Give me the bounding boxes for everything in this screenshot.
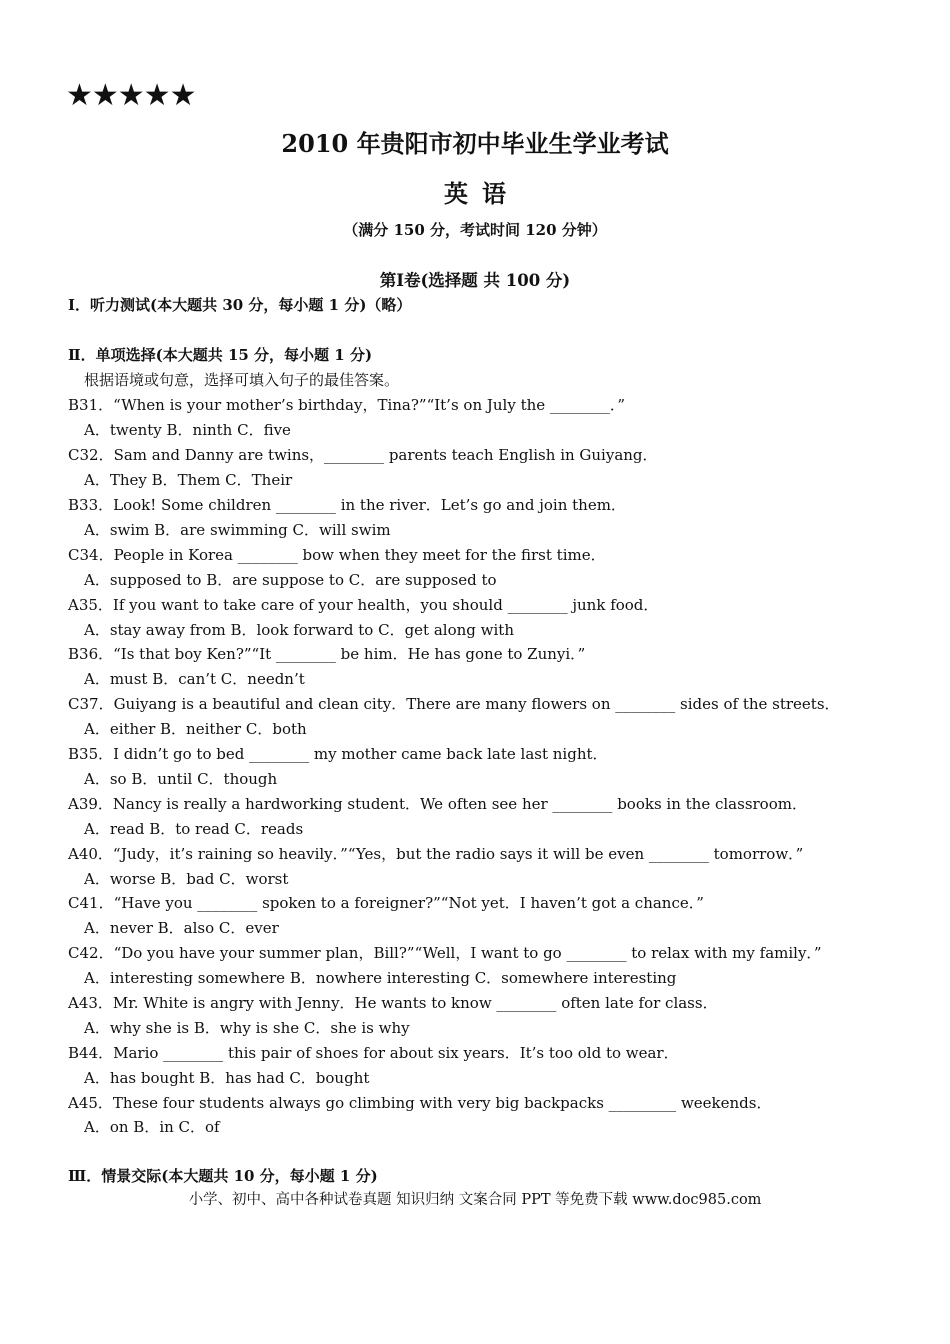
question-options: A．worse B．bad C．worst [84, 870, 289, 888]
question-stem: A39．Nancy is really a hardworking student．We often see her ________ books in the classroom． [68, 795, 807, 813]
question-options: A．interesting somewhere B．nowhere interesting C．somewhere interesting [84, 969, 677, 987]
question-options: A．must B．can’t C．needn’t [84, 670, 305, 688]
question-options: A．on B．in C．of [84, 1118, 220, 1136]
question-options: A．stay away from B．look forward to C．get along with [84, 621, 514, 639]
score-time-note: （满分 150 分，考试时间 120 分钟） [343, 221, 607, 239]
question-stem: C41．“Have you ________ spoken to a foreigner?”“Not yet．I haven’t got a chance．” [68, 894, 704, 912]
question-stem: C37．Guiyang is a beautiful and clean city．There are many flowers on ________ sides of the streets． [68, 695, 840, 713]
question-stem: A35．If you want to take care of your health，you should ________ junk food． [68, 596, 659, 614]
part-heading: 第Ⅰ卷(选择题 共 100 分) [379, 271, 571, 290]
section-2-instruction: 根据语境或句意，选择可填入句子的最佳答案。 [84, 371, 400, 389]
question-stem: B31．“When is your mother’s birthday，Tina?”“It’s on July the ________．” [68, 396, 626, 414]
question-stem: C42．“Do you have your summer plan，Bill?”“Well，I want to go ________ to relax with my family．” [68, 944, 822, 962]
exam-title: 2010 年贵阳市初中毕业生学业考试 [281, 129, 669, 158]
section-3-heading: Ⅲ．情景交际(本大题共 10 分，每小题 1 分) [68, 1167, 378, 1185]
footer-note: 小学、初中、高中各种试卷真题 知识归纳 文案合同 PPT 等免费下载 www.doc985.com [188, 1192, 762, 1208]
question-stem: A40．“Judy，it’s raining so heavily．”“Yes，but the radio says it will be even ________ tomorrow．” [68, 845, 804, 863]
question-options: A．swim B．are swimming C．will swim [84, 521, 391, 539]
question-stem: B36．“Is that boy Ken?”“It ________ be him．He has gone to Zunyi．” [68, 645, 586, 663]
section-1-heading: Ⅰ．听力测试(本大题共 30 分，每小题 1 分)（略） [68, 296, 412, 314]
question-stem: C34．People in Korea ________ bow when they meet for the first time． [68, 546, 606, 564]
question-options: A．either B．neither C．both [84, 720, 307, 738]
question-options: A．so B．until C．though [84, 770, 278, 788]
question-stem: A45．These four students always go climbing with very big backpacks _________ weekends． [68, 1094, 772, 1112]
section-2-heading: Ⅱ．单项选择(本大题共 15 分，每小题 1 分) [68, 346, 373, 364]
question-options: A．never B．also C．ever [84, 919, 279, 937]
question-options: A．They B．Them C．Their [84, 471, 293, 489]
question-options: A．has bought B．has had C．bought [84, 1069, 370, 1087]
question-stem: B44．Mario ________ this pair of shoes for about six years．It’s too old to wear． [68, 1044, 679, 1062]
question-stem: A43．Mr. White is angry with Jenny．He wants to know ________ often late for class． [68, 994, 718, 1012]
question-options: A．supposed to B．are suppose to C．are supposed to [84, 571, 497, 589]
question-options: A．twenty B．ninth C．five [84, 421, 291, 439]
star-rating: ★★★★★ [66, 78, 196, 113]
question-stem: B35．I didn’t go to bed ________ my mother came back late last night． [68, 745, 608, 763]
question-stem: C32．Sam and Danny are twins，________ parents teach English in Guiyang． [68, 446, 658, 464]
question-options: A．why she is B．why is she C．she is why [84, 1019, 410, 1037]
subject-title: 英语 [444, 179, 520, 208]
question-options: A．read B．to read C．reads [84, 820, 304, 838]
question-stem: B33．Look! Some children ________ in the river．Let’s go and join them． [68, 496, 626, 514]
